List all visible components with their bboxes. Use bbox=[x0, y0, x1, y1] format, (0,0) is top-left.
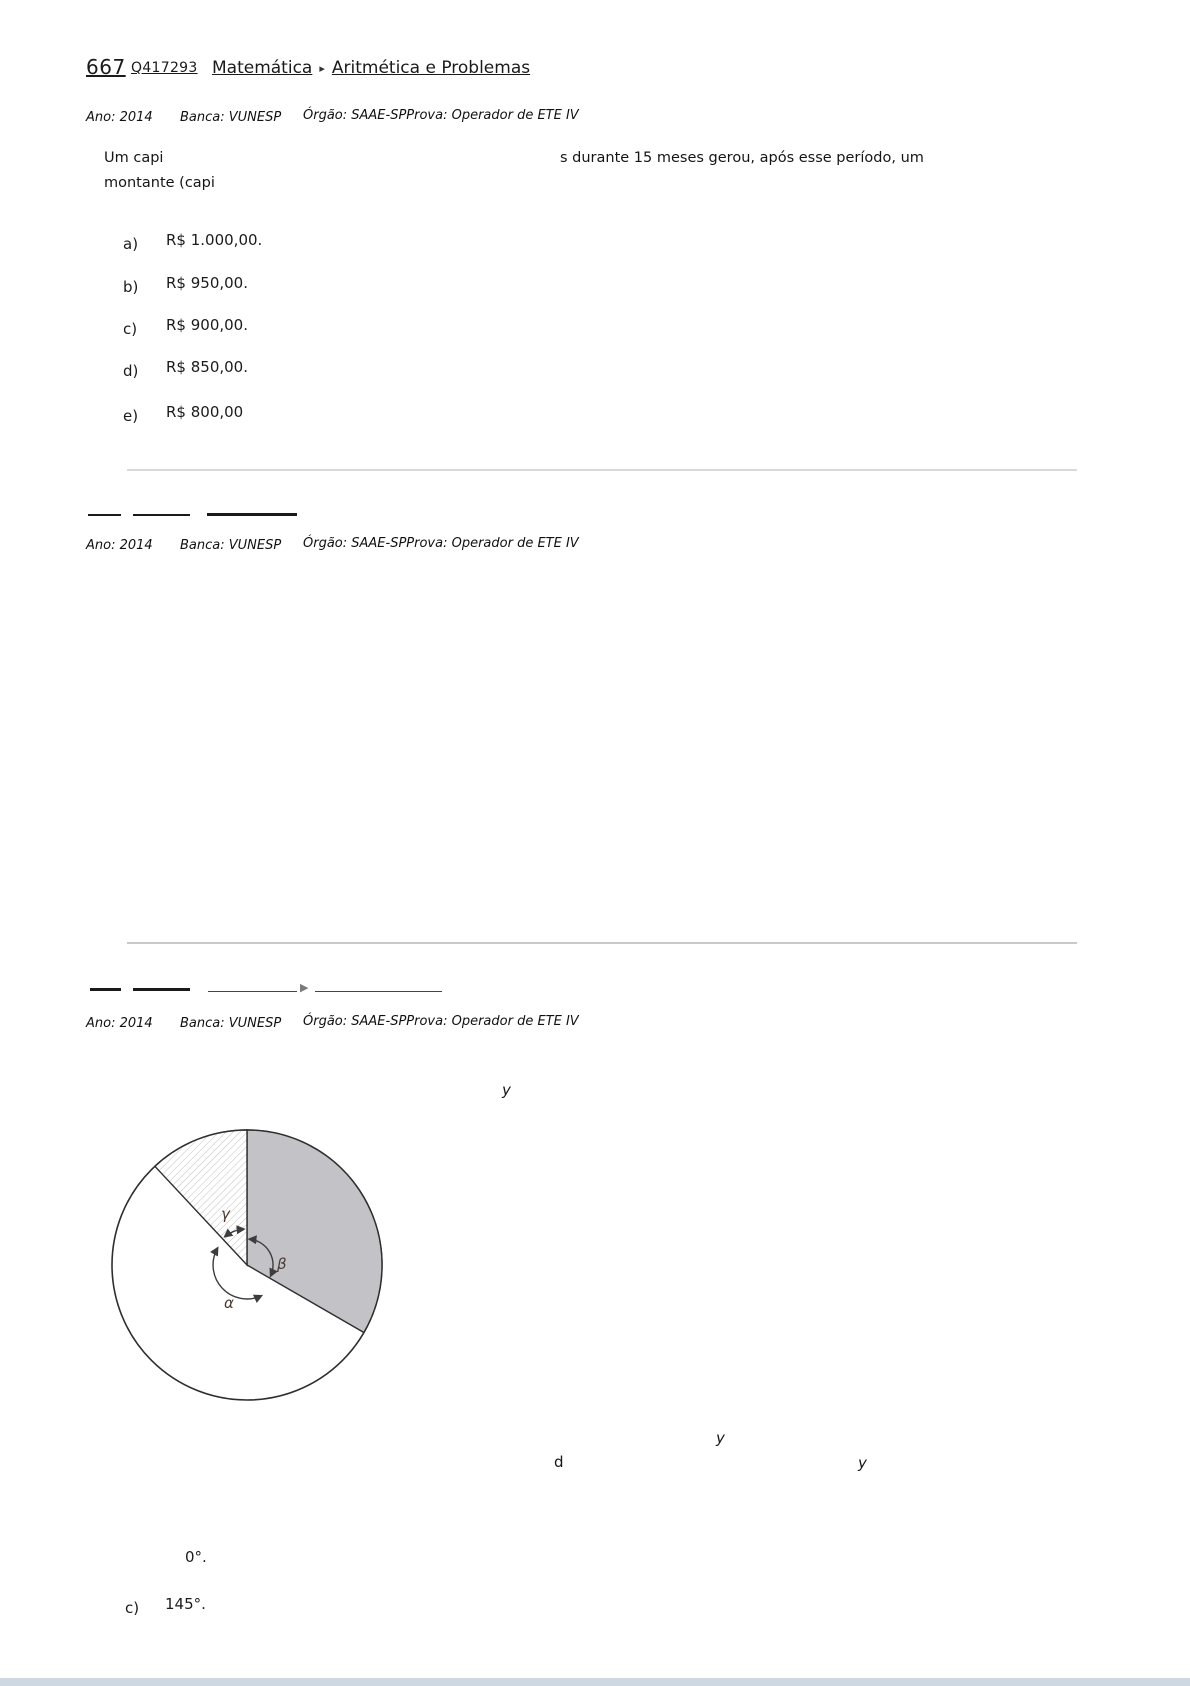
question-code-link[interactable]: Q417293 bbox=[131, 60, 198, 76]
placeholder-underline bbox=[133, 514, 190, 516]
placeholder-underline bbox=[133, 988, 190, 991]
angles-circle-figure bbox=[92, 1110, 402, 1420]
meta-organization: Órgão: SAAE-SP bbox=[303, 108, 407, 123]
option-value[interactable]: 0°. bbox=[185, 1548, 207, 1566]
question-text-fragment: Um capi bbox=[104, 150, 164, 166]
breadcrumb-arrow-icon: ▶ bbox=[300, 981, 309, 994]
meta-organization: Órgão: SAAE-SP bbox=[303, 536, 407, 551]
option-value[interactable]: R$ 900,00. bbox=[166, 316, 248, 334]
placeholder-underline bbox=[207, 513, 297, 516]
section-divider bbox=[127, 942, 1077, 944]
placeholder-underline bbox=[90, 988, 121, 991]
option-letter[interactable]: d) bbox=[123, 362, 139, 380]
option-letter[interactable]: c) bbox=[123, 320, 138, 338]
section-divider bbox=[127, 469, 1077, 471]
option-letter[interactable]: a) bbox=[123, 235, 139, 253]
question-text-fragment: s durante 15 meses gerou, após esse período, um bbox=[560, 150, 924, 166]
breadcrumb-topic-link[interactable]: Aritmética e Problemas bbox=[331, 58, 531, 78]
breadcrumb-subject-link[interactable]: Matemática bbox=[212, 58, 313, 78]
gamma-label: γ bbox=[221, 1205, 230, 1223]
option-value[interactable]: R$ 950,00. bbox=[166, 274, 248, 292]
question-text-fragment: montante (capi bbox=[104, 175, 215, 191]
meta-year: Ano: 2014 bbox=[86, 538, 153, 553]
meta-org-exam bbox=[303, 1014, 579, 1029]
meta-board: Banca: VUNESP bbox=[180, 538, 282, 553]
option-letter[interactable]: b) bbox=[123, 278, 139, 296]
meta-board: Banca: VUNESP bbox=[180, 110, 282, 125]
meta-org-exam bbox=[303, 108, 579, 123]
meta-exam: Prova: Operador de ETE IV bbox=[406, 536, 579, 551]
breadcrumb bbox=[212, 58, 530, 78]
alpha-label: α bbox=[224, 1294, 234, 1312]
option-letter[interactable]: e) bbox=[123, 407, 139, 425]
placeholder-underline bbox=[208, 991, 297, 992]
question-text-fragment: y bbox=[716, 1429, 725, 1447]
question-number-link[interactable]: 667 bbox=[86, 55, 126, 79]
placeholder-underline bbox=[315, 991, 442, 992]
question-text-fragment: y bbox=[502, 1081, 511, 1099]
option-value[interactable]: 145°. bbox=[165, 1595, 206, 1613]
page-bottom-bar bbox=[0, 1678, 1190, 1686]
meta-exam: Prova: Operador de ETE IV bbox=[406, 1014, 579, 1029]
meta-organization: Órgão: SAAE-SP bbox=[303, 1014, 407, 1029]
option-value[interactable]: R$ 1.000,00. bbox=[166, 231, 263, 249]
meta-year: Ano: 2014 bbox=[86, 110, 153, 125]
meta-board: Banca: VUNESP bbox=[180, 1016, 282, 1031]
breadcrumb-arrow-icon: ▸ bbox=[319, 61, 325, 75]
beta-label: β bbox=[277, 1255, 287, 1273]
option-letter[interactable]: c) bbox=[125, 1599, 140, 1617]
option-value[interactable]: R$ 800,00 bbox=[166, 403, 244, 421]
option-value[interactable]: R$ 850,00. bbox=[166, 358, 248, 376]
question-text-fragment: d bbox=[554, 1453, 564, 1471]
placeholder-underline bbox=[88, 514, 121, 516]
meta-year: Ano: 2014 bbox=[86, 1016, 153, 1031]
meta-org-exam bbox=[303, 536, 579, 551]
question-text-fragment: y bbox=[858, 1454, 867, 1472]
meta-exam: Prova: Operador de ETE IV bbox=[406, 108, 579, 123]
